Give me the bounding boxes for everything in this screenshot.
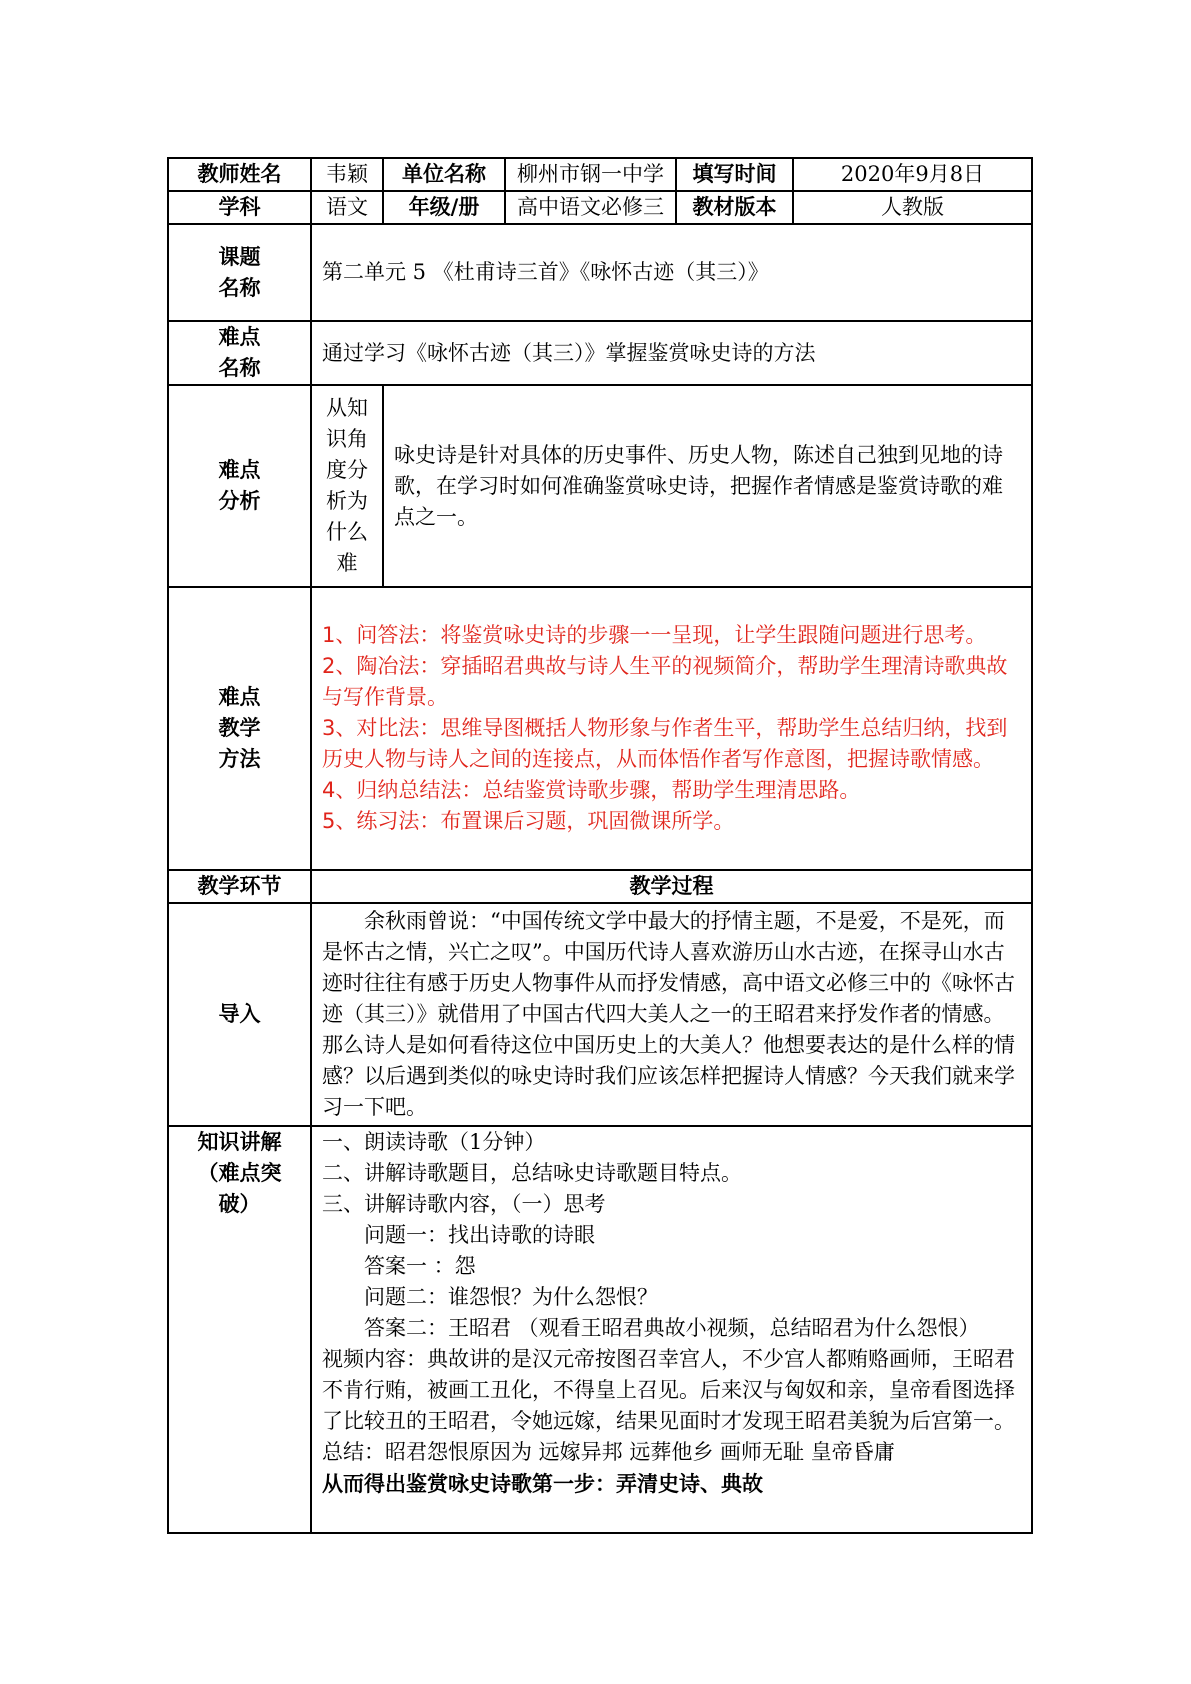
teacher-label: 教师姓名 <box>168 158 311 191</box>
unit-label: 单位名称 <box>383 158 505 191</box>
knowledge-line: 三、讲解诗歌内容，（一）思考 <box>322 1192 606 1216</box>
date-label: 填写时间 <box>676 158 793 191</box>
difficulty-label-line1: 难点 <box>218 325 261 349</box>
stage-label: 教学环节 <box>168 870 311 903</box>
process-header-row <box>168 870 1032 903</box>
knowledge-cell <box>311 1126 1032 1533</box>
date-value: 2020年9月8日 <box>793 158 1032 191</box>
knowledge-label-line2: （难点突 <box>197 1161 282 1185</box>
analysis-sub-line: 析为 <box>326 489 368 513</box>
question-2: 问题二：谁怨恨？为什么怨恨？ <box>364 1285 658 1309</box>
methods-label <box>168 587 311 870</box>
edition-value: 人教版 <box>793 191 1032 224</box>
analysis-row <box>168 385 1032 587</box>
answer-2: 答案二：王昭君 （观看王昭君典故小视频，总结昭君为什么怨恨） <box>364 1316 980 1340</box>
topic-value: 第二单元 5 《杜甫诗三首》《咏怀古迹（其三）》 <box>311 224 1032 321</box>
intro-label: 导入 <box>168 903 311 1126</box>
intro-text: 余秋雨曾说：“中国传统文学中最大的抒情主题，不是爱，不是死，而是怀古之情，兴亡之叹”。中国历代诗人喜欢游历山水古迹，在探寻山水古迹时往往有感于历史人物事件从而抒发情感，高中语文必修三中的《咏怀古迹（其三）》就借用了中国古代四大美人之一的王昭君来抒发作者的情感。那么诗人是如何看待这位中国历史上的大美人？他想要表达的是什么样的情感？以后遇到类似的咏史诗时我们应该怎样把握诗人情感？今天我们就来学习一下吧。 <box>322 909 1015 1119</box>
analysis-label-line1: 难点 <box>218 458 261 482</box>
method-item: 3、对比法：思维导图概括人物形象与作者生平，帮助学生总结归纳，找到历史人物与诗人之间的连接点，从而体悟作者写作意图，把握诗歌情感。 <box>322 716 1008 771</box>
analysis-label-line2: 分析 <box>218 489 261 513</box>
teacher-value: 韦颖 <box>311 158 383 191</box>
knowledge-label <box>168 1126 311 1533</box>
knowledge-row <box>168 1126 1032 1533</box>
difficulty-value: 通过学习《咏怀古迹（其三）》掌握鉴赏咏史诗的方法 <box>311 321 1032 385</box>
question-1: 问题一：找出诗歌的诗眼 <box>364 1223 595 1247</box>
analysis-label <box>168 385 311 587</box>
analysis-sub-line: 什么 <box>326 520 368 544</box>
method-item: 5、练习法：布置课后习题，巩固微课所学。 <box>322 809 735 833</box>
analysis-sub-line: 难 <box>336 551 358 575</box>
topic-label-line1: 课题 <box>218 244 261 269</box>
methods-label-line2: 教学 <box>218 716 261 740</box>
lesson-plan-table <box>167 157 1033 1534</box>
topic-label <box>168 224 311 321</box>
answer-1: 答案一 ：怨 <box>364 1254 476 1278</box>
summary: 总结：昭君怨恨原因为 远嫁异邦 远葬他乡 画师无耻 皇帝昏庸 <box>322 1440 895 1464</box>
topic-row <box>168 224 1032 321</box>
difficulty-label <box>168 321 311 385</box>
difficulty-label-line2: 名称 <box>218 356 261 380</box>
analysis-sub-label <box>311 385 383 587</box>
difficulty-row <box>168 321 1032 385</box>
methods-list <box>311 587 1032 870</box>
subject-value: 语文 <box>311 191 383 224</box>
process-label: 教学过程 <box>311 870 1032 903</box>
analysis-value: 咏史诗是针对具体的历史事件、历史人物，陈述自己独到见地的诗歌，在学习时如何准确鉴赏咏史诗，把握作者情感是鉴赏诗歌的难点之一。 <box>383 385 1032 587</box>
knowledge-label-line1: 知识讲解 <box>197 1130 282 1154</box>
video-content: 视频内容：典故讲的是汉元帝按图召幸宫人，不少宫人都贿赂画师，王昭君不肯行贿，被画工丑化，不得皇上召见。后来汉与匈奴和亲，皇帝看图选择了比较丑的王昭君，令她远嫁，结果见面时才发现王昭君美貌为后宫第一。 <box>322 1347 1015 1433</box>
header-row-1 <box>168 158 1032 191</box>
knowledge-label-line3: 破） <box>218 1192 261 1216</box>
analysis-sub-line: 度分 <box>326 458 368 482</box>
knowledge-line: 一、朗读诗歌（1分钟） <box>322 1130 546 1154</box>
grade-label: 年级/册 <box>383 191 505 224</box>
conclusion: 从而得出鉴赏咏史诗歌第一步：弄清史诗、典故 <box>322 1471 763 1496</box>
analysis-sub-line: 识角 <box>326 427 368 451</box>
grade-value: 高中语文必修三 <box>505 191 676 224</box>
analysis-sub-line: 从知 <box>326 396 368 420</box>
lesson-plan-sheet <box>167 157 1031 1534</box>
methods-label-line1: 难点 <box>218 685 261 709</box>
intro-row <box>168 903 1032 1126</box>
topic-label-line2: 名称 <box>218 275 261 300</box>
subject-label: 学科 <box>168 191 311 224</box>
unit-value: 柳州市钢一中学 <box>505 158 676 191</box>
methods-row <box>168 587 1032 870</box>
methods-label-line3: 方法 <box>218 747 261 771</box>
intro-cell <box>311 903 1032 1126</box>
knowledge-line: 二、讲解诗歌题目，总结咏史诗歌题目特点。 <box>322 1161 742 1185</box>
method-item: 1、问答法：将鉴赏咏史诗的步骤一一呈现，让学生跟随问题进行思考。 <box>322 623 987 647</box>
method-item: 2、陶冶法：穿插昭君典故与诗人生平的视频简介，帮助学生理清诗歌典故与写作背景。 <box>322 654 1008 709</box>
method-item: 4、归纳总结法：总结鉴赏诗歌步骤，帮助学生理清思路。 <box>322 778 861 802</box>
edition-label: 教材版本 <box>676 191 793 224</box>
header-row-2 <box>168 191 1032 224</box>
